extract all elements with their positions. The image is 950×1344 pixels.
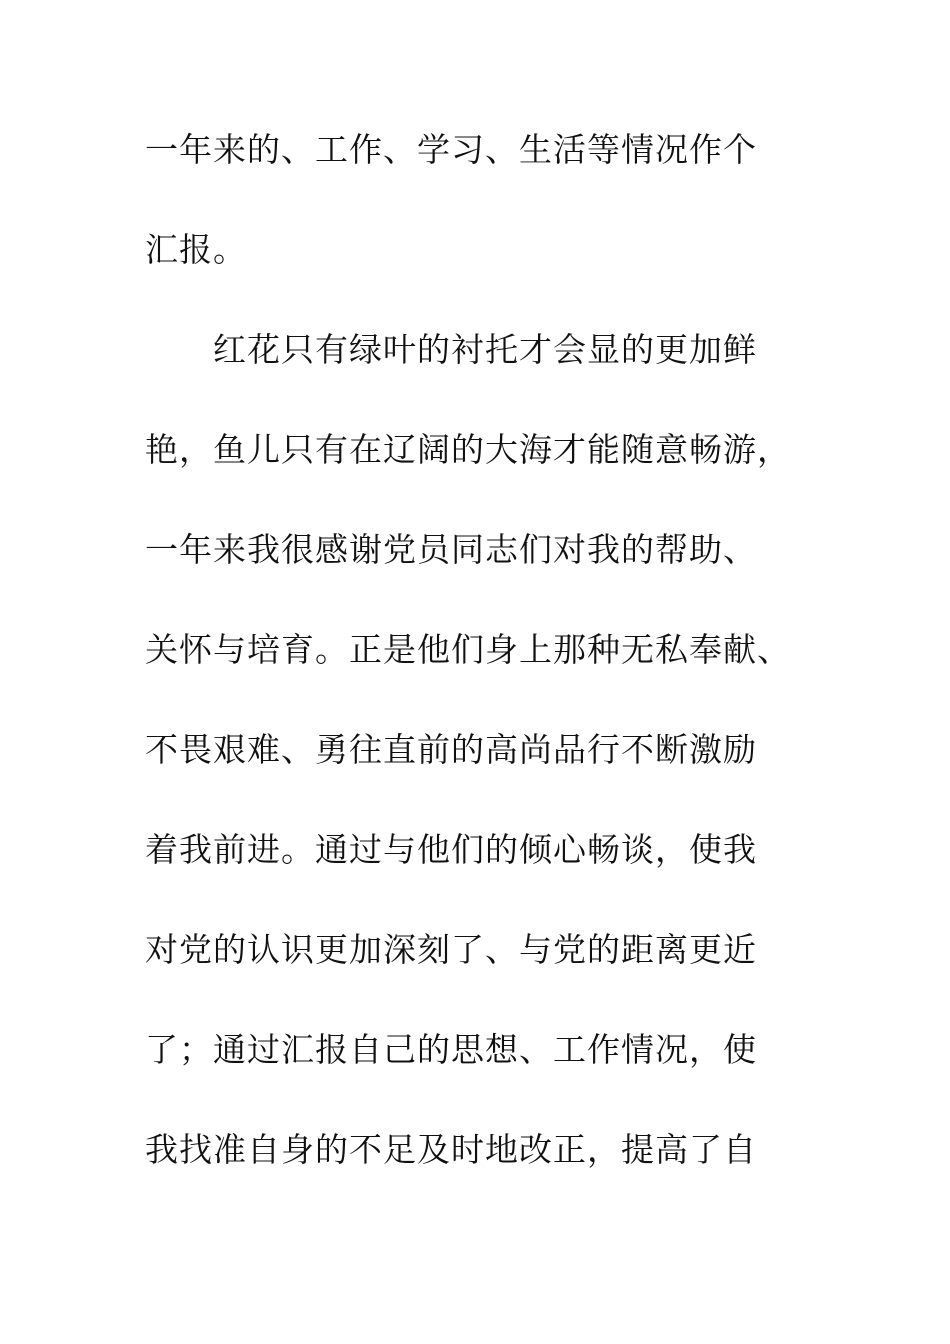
text-line: 一年来的、工作、学习、生活等情况作个	[145, 130, 757, 169]
text-line: 我找准自身的不足及时地改正，提高了自	[145, 1130, 757, 1169]
text-line: 着我前进。通过与他们的倾心畅谈，使我	[145, 830, 757, 869]
text-line: 对党的认识更加深刻了、与党的距离更近	[145, 930, 757, 969]
text-line: 一年来我很感谢党员同志们对我的帮助、	[145, 530, 757, 569]
text-line: 不畏艰难、勇往直前的高尚品行不断激励	[145, 730, 757, 769]
paragraph-first-line: 红花只有绿叶的衬托才会显的更加鲜	[213, 330, 757, 369]
text-line: 艳，鱼儿只有在辽阔的大海才能随意畅游，	[145, 430, 791, 469]
text-line: 关怀与培育。正是他们身上那种无私奉献、	[145, 630, 791, 669]
text-line: 汇报。	[145, 230, 247, 269]
text-line: 了；通过汇报自己的思想、工作情况，使	[145, 1030, 757, 1069]
